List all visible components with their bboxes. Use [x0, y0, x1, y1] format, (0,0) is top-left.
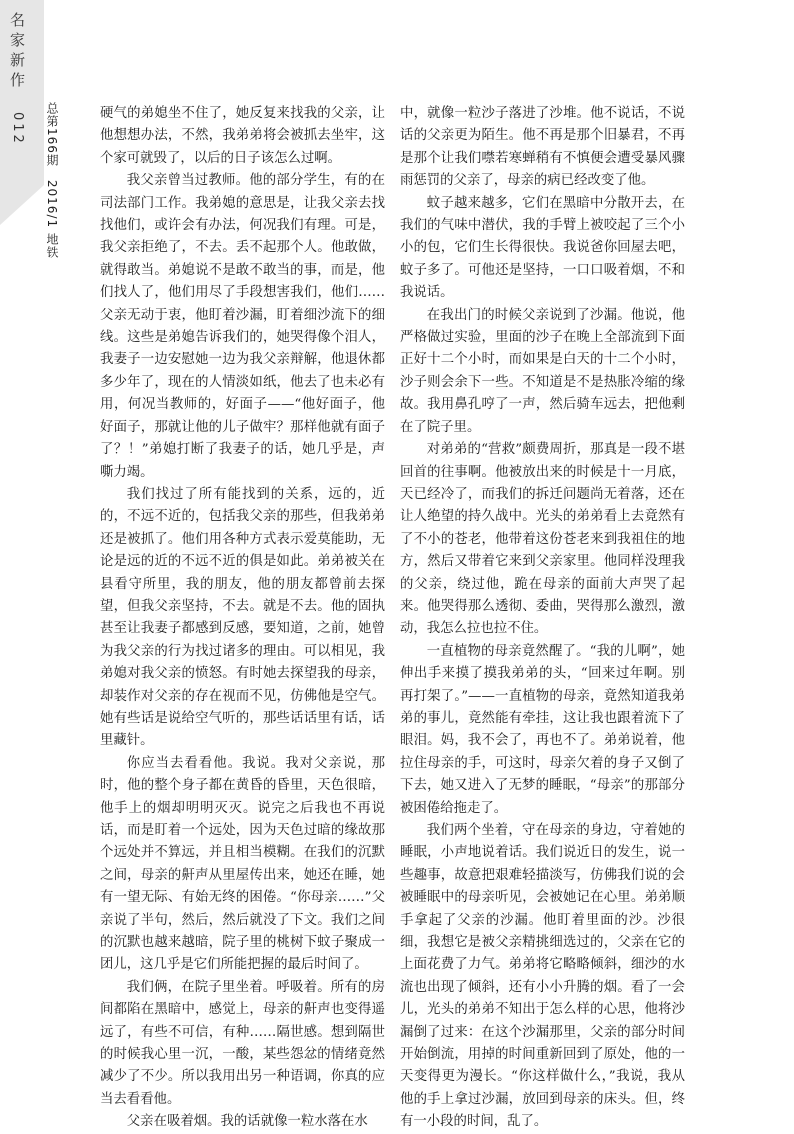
page-number: 012: [10, 112, 25, 146]
column-name: 名家新作: [8, 12, 26, 92]
text-column-left: [100, 103, 385, 1134]
paragraph: 蚊子越来越多，它们在黑暗中分散开去，在我们的气味中潜伏，我的手臂上被咬起了三个小小的包，它们生长得很快。我说爸你回屋去吧，蚊子多了。可他还是坚持，一口口吸着烟，不和我说话。: [400, 195, 685, 301]
paragraph: 对弟弟的“营救”颇费周折，那真是一段不堪回首的往事啊。他被放出来的时候是十一月底，天已经冷了，而我们的拆迁问题尚无着落，还在让人绝望的持久战中。光头的弟弟看上去竟然有了不小的苍老，他带着这份苍老来到我祖住的地方，然后又带着它来到父亲家里。他同样没理我的父亲，绕过他，跪在母亲的面前大声哭了起来。他哭得那么透彻、委曲，哭得那么激烈，激动，我怎么拉也拉不住。: [400, 442, 685, 637]
text-column-right: [400, 103, 685, 1134]
paragraph: 在我出门的时候父亲说到了沙漏。他说，他严格做过实验，里面的沙子在晚上全部流到下面正好十二个小时，而如果是白天的十二个小时，沙子则会余下一些。不知道是不是热胀冷缩的缘故。我用鼻孔哼了一声，然后骑车远去，把他剩在了院子里。: [400, 307, 685, 435]
paragraph: 我父亲曾当过教师。他的部分学生，有的在司法部门工作。我弟媳的意思是，让我父亲去找找他们，或许会有办法，何况我们有理。可是，我父亲拒绝了，不去。丢不起那个人。他敢做，就得敢当。弟媳说不是敢不敢当的事，而是，他们找人了，他们用尽了手段想害我们，他们……父亲无动于衷，他盯着沙漏，盯着细沙流下的细线。这些是弟媳告诉我们的，她哭得像个泪人，我妻子一边安慰她一边为我父亲辩解，他退休都多少年了，现在的人情淡如纸，他去了也未必有用，何况当教师的，好面子——“他好面子，他好面子，那就让他的儿子做牢？那样他就有面子了？！”弟媳打断了我妻子的话，她几乎是，声嘶力竭。: [100, 173, 385, 480]
issue-info: 总第166期 2016/1 地铁: [45, 102, 59, 259]
paragraph: 一直植物的母亲竟然醒了。“我的儿啊”，她伸出手来摸了摸我弟弟的头，“回来过年啊。别再打架了。”——一直植物的母亲，竟然知道我弟弟的事儿，竟然能有牵挂，这让我也跟着流下了眼泪。妈，我不会了，再也不了。弟弟说着，他拉住母亲的手，可这时，母亲欠着的身子又倒了下去，她又进入了无梦的睡眠，“母亲”的那部分被困倦给拖走了。: [400, 643, 685, 816]
paragraph: 父亲在吸着烟。我的话就像一粒水落在水: [126, 1114, 368, 1130]
paragraph: 我们两个坐着，守在母亲的身边，守着她的睡眠，小声地说着话。我们说近日的发生，说一些趣事，故意把艰难轻描淡写，仿佛我们说的会被睡眠中的母亲听见，会被她记在心里。弟弟顺手拿起了父亲的沙漏。他盯着里面的沙。沙很细，我想它是被父亲精挑细选过的，父亲在它的上面花费了力气。弟弟将它略略倾斜，细沙的水流也出现了倾斜，还有小小升腾的烟。看了一会儿，光头的弟弟不知出于怎么样的心思，他将沙漏倒了过来：在这个沙漏那里，父亲的部分时间开始倒流，用掉的时间重新回到了原处，他的一天变得更为漫长。“你这样做什么，”我说，我从他的手上拿过沙漏，放回到母亲的床头。但，终有一小段的时间，乱了。: [400, 823, 685, 1130]
paragraph: 中，就像一粒沙子落进了沙堆。他不说话，不说话的父亲更为陌生。他不再是那个旧暴君，不再是那个让我们噤若寒蝉稍有不慎便会遭受暴风骤雨惩罚的父亲了，母亲的病已经改变了他。: [400, 106, 685, 189]
paragraph: 我们找过了所有能找到的关系，远的，近的，不远不近的，包括我父亲的那些，但我弟弟还是被抓了。他们用各种方式表示爱莫能助，无论是远的近的不远不近的俱是如此。弟弟被关在县看守所里，我的朋友，他的朋友都曾前去探望，但我父亲坚持，不去。就是不去。他的固执甚至让我妻子都感到反感，要知道，之前，她曾为我父亲的行为找过诸多的理由。可以相见，我弟媳对我父亲的愤怒。有时她去探望我的母亲，却装作对父亲的存在视而不见，仿佛他是空气。她有些话是说给空气听的，那些话话里有话，话里藏针。: [100, 486, 385, 749]
paragraph: 硬气的弟媳坐不住了，她反复来找我的父亲，让他想想办法，不然，我弟弟将会被抓去坐牢，这个家可就毁了，以后的日子该怎么过啊。: [100, 106, 385, 166]
paragraph: 我们俩，在院子里坐着。呼吸着。所有的房间都陷在黑暗中，感觉上，母亲的鼾声也变得遥远了，有些不可信，有种……隔世感。想到隔世的时候我心里一沉，一酸，某些怨忿的情绪竟然减少了不少。所以我用出另一种语调，你真的应当去看看他。: [100, 979, 385, 1107]
paragraph: 你应当去看看他。我说。我对父亲说，那时，他的整个身子都在黄昏的昏里，天色很暗，他手上的烟却明明灭灭。说完之后我也不再说话，而是盯着一个远处，因为天色过暗的缘故那个远处并不算远，并且相当模糊。在我们的沉默之间，母亲的鼾声从里屋传出来，她还在睡，她有一望无际、有始无终的困倦。“你母亲……”父亲说了半句，然后，然后就没了下文。我们之间的沉默也越来越暗，院子里的桃树下蚊子聚成一团儿，这几乎是它们所能把握的最后时间了。: [100, 755, 385, 973]
